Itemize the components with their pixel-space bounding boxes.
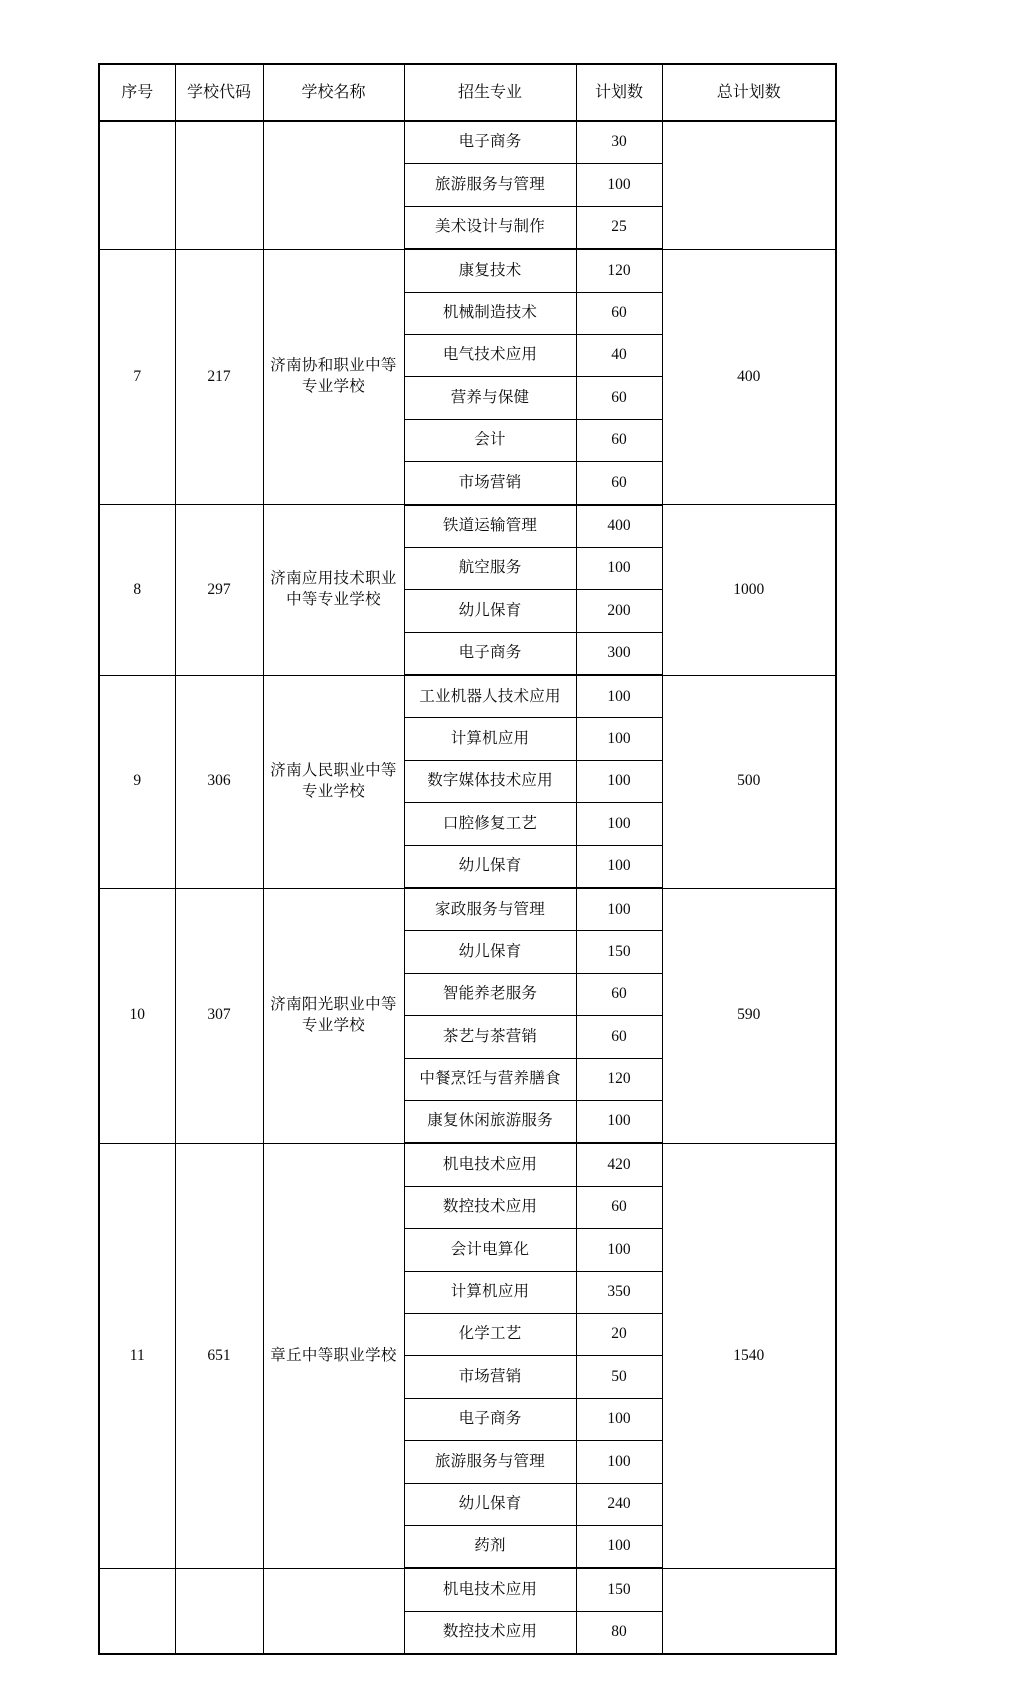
table-header-row bbox=[99, 64, 836, 121]
cell-school-name: 济南阳光职业中等专业学校 bbox=[263, 888, 404, 1143]
cell-plan-count: 30 bbox=[576, 121, 662, 164]
cell-plan-count: 100 bbox=[576, 1398, 662, 1440]
cell-major-name: 数控技术应用 bbox=[404, 1186, 576, 1228]
cell-plan-count: 100 bbox=[576, 760, 662, 802]
cell-sequence-number bbox=[99, 1568, 175, 1654]
cell-major-name: 中餐烹饪与营养膳食 bbox=[404, 1058, 576, 1100]
cell-sequence-number: 11 bbox=[99, 1143, 175, 1568]
table-row bbox=[99, 121, 836, 164]
cell-major-name: 机电技术应用 bbox=[404, 1143, 576, 1186]
cell-plan-count: 60 bbox=[576, 1186, 662, 1228]
cell-sequence-number: 8 bbox=[99, 505, 175, 676]
column-header-school: 学校名称 bbox=[263, 64, 404, 121]
table-row bbox=[99, 505, 836, 548]
table-body bbox=[99, 121, 836, 1654]
column-header-major: 招生专业 bbox=[404, 64, 576, 121]
cell-plan-count: 60 bbox=[576, 292, 662, 334]
table-row bbox=[99, 249, 836, 292]
cell-plan-count: 20 bbox=[576, 1313, 662, 1355]
cell-major-name: 会计电算化 bbox=[404, 1229, 576, 1271]
cell-major-name: 计算机应用 bbox=[404, 1271, 576, 1313]
cell-total-plan-count: 1000 bbox=[662, 505, 836, 676]
cell-plan-count: 100 bbox=[576, 1100, 662, 1143]
cell-total-plan-count bbox=[662, 121, 836, 249]
cell-major-name: 旅游服务与管理 bbox=[404, 1441, 576, 1483]
cell-plan-count: 25 bbox=[576, 206, 662, 249]
cell-plan-count: 100 bbox=[576, 803, 662, 845]
cell-plan-count: 60 bbox=[576, 377, 662, 419]
cell-plan-count: 100 bbox=[576, 1525, 662, 1568]
cell-plan-count: 150 bbox=[576, 931, 662, 973]
cell-plan-count: 300 bbox=[576, 632, 662, 675]
column-header-plan: 计划数 bbox=[576, 64, 662, 121]
cell-plan-count: 100 bbox=[576, 1441, 662, 1483]
cell-school-name bbox=[263, 1568, 404, 1654]
cell-school-name: 济南应用技术职业中等专业学校 bbox=[263, 505, 404, 676]
table-header bbox=[99, 64, 836, 121]
cell-major-name: 药剂 bbox=[404, 1525, 576, 1568]
cell-major-name: 美术设计与制作 bbox=[404, 206, 576, 249]
cell-school-name: 济南协和职业中等专业学校 bbox=[263, 249, 404, 504]
table-row bbox=[99, 888, 836, 931]
table-row bbox=[99, 675, 836, 718]
enrollment-plan-table bbox=[98, 63, 837, 1655]
cell-sequence-number bbox=[99, 121, 175, 249]
cell-school-name: 济南人民职业中等专业学校 bbox=[263, 675, 404, 888]
cell-plan-count: 100 bbox=[576, 164, 662, 206]
cell-sequence-number: 9 bbox=[99, 675, 175, 888]
cell-total-plan-count: 400 bbox=[662, 249, 836, 504]
cell-major-name: 幼儿保育 bbox=[404, 590, 576, 632]
cell-major-name: 康复休闲旅游服务 bbox=[404, 1100, 576, 1143]
cell-major-name: 幼儿保育 bbox=[404, 845, 576, 888]
cell-plan-count: 100 bbox=[576, 1229, 662, 1271]
column-header-seq: 序号 bbox=[99, 64, 175, 121]
cell-major-name: 工业机器人技术应用 bbox=[404, 675, 576, 718]
cell-school-name bbox=[263, 121, 404, 249]
cell-major-name: 市场营销 bbox=[404, 1356, 576, 1398]
cell-major-name: 茶艺与茶营销 bbox=[404, 1016, 576, 1058]
cell-school-code: 297 bbox=[175, 505, 263, 676]
cell-major-name: 机电技术应用 bbox=[404, 1568, 576, 1611]
cell-school-code: 651 bbox=[175, 1143, 263, 1568]
cell-plan-count: 60 bbox=[576, 419, 662, 461]
cell-major-name: 计算机应用 bbox=[404, 718, 576, 760]
cell-plan-count: 60 bbox=[576, 973, 662, 1015]
column-header-total: 总计划数 bbox=[662, 64, 836, 121]
cell-school-code: 217 bbox=[175, 249, 263, 504]
cell-total-plan-count: 500 bbox=[662, 675, 836, 888]
cell-sequence-number: 10 bbox=[99, 888, 175, 1143]
cell-major-name: 数控技术应用 bbox=[404, 1611, 576, 1654]
cell-major-name: 市场营销 bbox=[404, 462, 576, 505]
cell-plan-count: 350 bbox=[576, 1271, 662, 1313]
cell-major-name: 幼儿保育 bbox=[404, 1483, 576, 1525]
cell-plan-count: 80 bbox=[576, 1611, 662, 1654]
cell-plan-count: 200 bbox=[576, 590, 662, 632]
cell-plan-count: 60 bbox=[576, 1016, 662, 1058]
cell-plan-count: 100 bbox=[576, 845, 662, 888]
cell-major-name: 铁道运输管理 bbox=[404, 505, 576, 548]
cell-plan-count: 400 bbox=[576, 505, 662, 548]
cell-plan-count: 420 bbox=[576, 1143, 662, 1186]
cell-plan-count: 100 bbox=[576, 547, 662, 589]
cell-major-name: 幼儿保育 bbox=[404, 931, 576, 973]
table-row bbox=[99, 1568, 836, 1611]
cell-sequence-number: 7 bbox=[99, 249, 175, 504]
cell-major-name: 家政服务与管理 bbox=[404, 888, 576, 931]
cell-major-name: 电子商务 bbox=[404, 121, 576, 164]
table-row bbox=[99, 1143, 836, 1186]
cell-major-name: 口腔修复工艺 bbox=[404, 803, 576, 845]
cell-plan-count: 60 bbox=[576, 462, 662, 505]
cell-plan-count: 50 bbox=[576, 1356, 662, 1398]
cell-plan-count: 120 bbox=[576, 1058, 662, 1100]
cell-major-name: 康复技术 bbox=[404, 249, 576, 292]
enrollment-plan-table-wrapper bbox=[98, 63, 835, 1655]
cell-major-name: 电子商务 bbox=[404, 632, 576, 675]
cell-school-code bbox=[175, 121, 263, 249]
cell-major-name: 航空服务 bbox=[404, 547, 576, 589]
column-header-code: 学校代码 bbox=[175, 64, 263, 121]
cell-total-plan-count bbox=[662, 1568, 836, 1654]
cell-plan-count: 100 bbox=[576, 718, 662, 760]
cell-plan-count: 120 bbox=[576, 249, 662, 292]
cell-plan-count: 100 bbox=[576, 675, 662, 718]
cell-school-code: 306 bbox=[175, 675, 263, 888]
cell-plan-count: 240 bbox=[576, 1483, 662, 1525]
cell-major-name: 数字媒体技术应用 bbox=[404, 760, 576, 802]
cell-total-plan-count: 590 bbox=[662, 888, 836, 1143]
cell-major-name: 机械制造技术 bbox=[404, 292, 576, 334]
cell-plan-count: 100 bbox=[576, 888, 662, 931]
cell-major-name: 营养与保健 bbox=[404, 377, 576, 419]
cell-total-plan-count: 1540 bbox=[662, 1143, 836, 1568]
cell-school-name: 章丘中等职业学校 bbox=[263, 1143, 404, 1568]
cell-major-name: 会计 bbox=[404, 419, 576, 461]
cell-school-code: 307 bbox=[175, 888, 263, 1143]
cell-major-name: 智能养老服务 bbox=[404, 973, 576, 1015]
cell-major-name: 电子商务 bbox=[404, 1398, 576, 1440]
cell-school-code bbox=[175, 1568, 263, 1654]
cell-major-name: 旅游服务与管理 bbox=[404, 164, 576, 206]
cell-major-name: 化学工艺 bbox=[404, 1313, 576, 1355]
cell-major-name: 电气技术应用 bbox=[404, 334, 576, 376]
cell-plan-count: 40 bbox=[576, 334, 662, 376]
cell-plan-count: 150 bbox=[576, 1568, 662, 1611]
